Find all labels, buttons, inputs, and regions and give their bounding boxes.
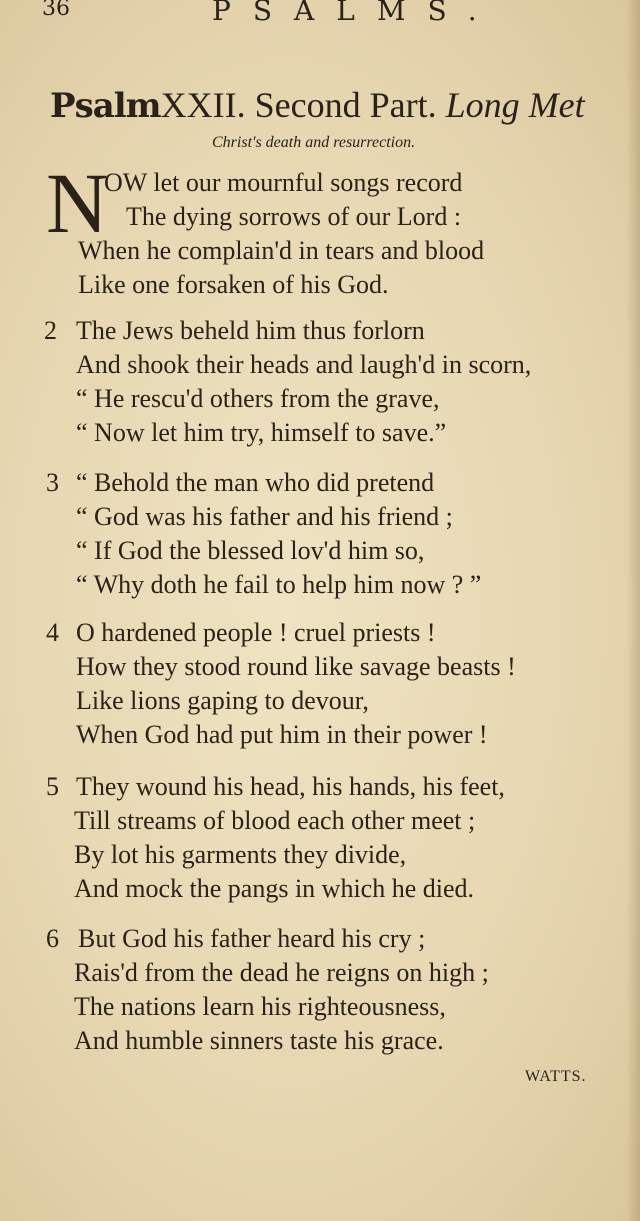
drop-cap: N xyxy=(46,155,109,251)
stanza-number: 5 xyxy=(46,772,59,801)
verse-line: When God had put him in their power ! xyxy=(76,720,488,749)
title-meter: Long Met xyxy=(445,85,585,125)
verse-line: “ If God the blessed lov'd him so, xyxy=(76,536,425,565)
page-gutter-shadow xyxy=(626,0,640,1221)
verse-line: “ God was his father and his friend ; xyxy=(76,502,453,531)
stanza-number: 4 xyxy=(46,618,59,647)
verse-line: “ Now let him try, himself to save.” xyxy=(76,418,447,447)
verse-line: They wound his head, his hands, his feet, xyxy=(76,772,505,801)
stanza-number: 3 xyxy=(46,468,59,497)
stanza-number: 6 xyxy=(46,924,59,953)
verse-line: The dying sorrows of our Lord : xyxy=(126,202,462,231)
verse-line: Like lions gaping to devour, xyxy=(76,686,369,715)
verse-line: Like one forsaken of his God. xyxy=(78,270,389,299)
stanza-number: 2 xyxy=(44,316,57,345)
verse-line: O hardened people ! cruel priests ! xyxy=(76,618,436,647)
verse-line: “ He rescu'd others from the grave, xyxy=(76,384,440,413)
verse-line: OW let our mournful songs record xyxy=(104,168,463,197)
psalm-title xyxy=(50,84,585,126)
author-attribution: WATTS. xyxy=(525,1068,587,1085)
title-psalm-label: Psalm xyxy=(50,86,161,126)
verse-line: How they stood round like savage beasts ! xyxy=(76,652,516,681)
verse-line: “ Behold the man who did pretend xyxy=(76,468,435,497)
verse-line: The Jews beheld him thus forlorn xyxy=(76,316,425,345)
verse-line: But God his father heard his cry ; xyxy=(78,924,426,953)
title-psalm-number: XXII. xyxy=(160,85,246,125)
verse-line: By lot his garments they divide, xyxy=(74,840,407,869)
running-head: PSALMS. xyxy=(212,0,499,27)
verse-line: And shook their heads and laugh'd in scorn, xyxy=(76,350,532,379)
psalm-subtitle: Christ's death and resurrection. xyxy=(212,134,416,151)
verse-line: The nations learn his righteousness, xyxy=(74,992,446,1021)
verse-line: When he complain'd in tears and blood xyxy=(78,236,485,265)
page-number: 36 xyxy=(42,0,70,21)
verse-line: “ Why doth he fail to help him now ? ” xyxy=(76,570,482,599)
title-part: Second Part. xyxy=(254,85,437,125)
verse-line: Rais'd from the dead he reigns on high ; xyxy=(74,958,489,987)
verse-line: Till streams of blood each other meet ; xyxy=(74,806,476,835)
verse-line: And humble sinners taste his grace. xyxy=(74,1026,444,1055)
verse-line: And mock the pangs in which he died. xyxy=(74,874,475,903)
